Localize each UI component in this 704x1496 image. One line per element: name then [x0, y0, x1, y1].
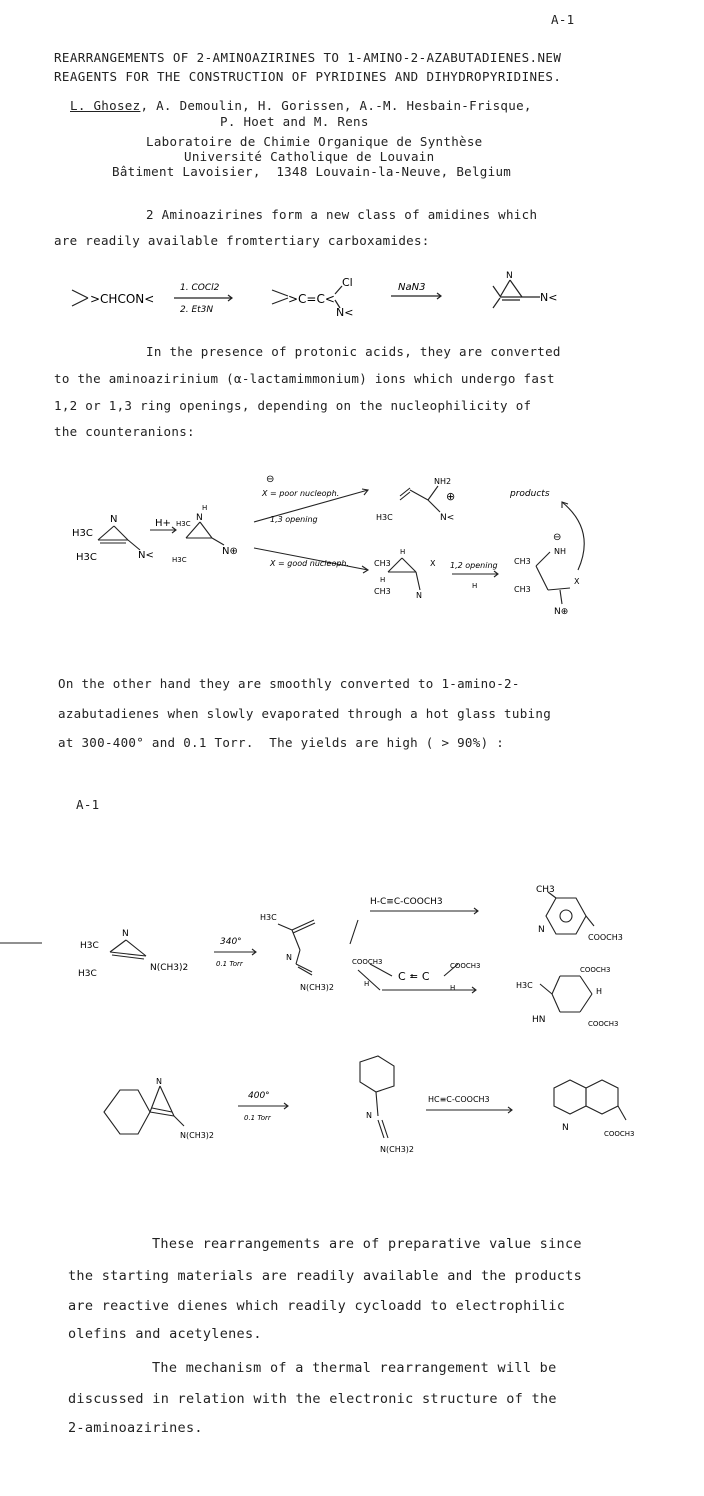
s3-alkyne: H-C≡C-COOCH3: [370, 897, 443, 907]
s2-n-ring2: N: [196, 513, 203, 523]
s2-h3c-d: H3C: [172, 556, 187, 564]
s1-reagent: NaN3: [398, 282, 426, 293]
s3-torr1: 0.1 Torr: [216, 960, 243, 968]
s2-h3c-a: H3C: [72, 528, 93, 539]
s3-temp1: 340°: [220, 937, 242, 947]
s3-cooch3-py: COOCH3: [588, 933, 623, 942]
s3-torr2: 0.1 Torr: [244, 1114, 271, 1122]
authors-line-1: [70, 98, 532, 113]
s3-h3c-dhp: H3C: [516, 981, 533, 990]
s2-ch3-d: CH3: [514, 585, 531, 594]
affiliation-line-2: Université Catholique de Louvain: [184, 149, 435, 164]
para2-line-1: In the presence of protonic acids, they are converted: [146, 344, 561, 359]
s2-ch3-a: CH3: [374, 559, 391, 568]
para5-line-1: The mechanism of a thermal rearrangement will be: [152, 1360, 557, 1376]
s3-h3c-c: H3C: [260, 913, 277, 922]
s3-nme2-b: N(CH3)2: [300, 983, 335, 992]
s3-cooch3-a: COOCH3: [352, 958, 383, 966]
s1-n: N<: [336, 306, 354, 319]
para4-line-4: olefins and acetylenes.: [68, 1326, 262, 1342]
s2-n-plus2: N⊕: [554, 607, 569, 617]
page-id: A-1: [551, 12, 575, 27]
s3-c-eq: C = C: [398, 970, 430, 983]
s3-h-b: H: [450, 984, 456, 992]
s3-h-a: H: [364, 980, 370, 988]
para3-line-2: azabutadienes when slowly evaporated through a hot glass tubing: [58, 706, 552, 721]
s3-h-dhp: H: [596, 987, 603, 996]
s2-plus: ⊕: [446, 490, 456, 503]
s2-h3c-b: H3C: [76, 552, 97, 563]
s3-nme2: N(CH3)2: [150, 963, 189, 973]
s2-h-plus: H+: [155, 518, 171, 529]
s3-nme2-c: N(CH3)2: [180, 1131, 215, 1140]
s2-poor-minus: ⊖: [266, 474, 275, 485]
scheme-3: [0, 880, 704, 1190]
s3-nme2-d: N(CH3)2: [380, 1145, 415, 1154]
s2-poor-label: X = poor nucleoph.: [262, 489, 340, 498]
s3-n-im: N: [286, 953, 292, 962]
s2-h-c: H: [380, 576, 386, 584]
s3-cooch3-b: COOCH3: [450, 962, 481, 970]
s2-ch3-b: CH3: [374, 587, 391, 596]
s3-n-ring: N: [122, 929, 129, 939]
s1-reactant: >CHCON<: [90, 292, 155, 306]
s2-minus: ⊖: [553, 532, 562, 543]
s1-step1: 1. COCl2: [180, 283, 220, 293]
s2-h3c-c: H3C: [176, 520, 191, 528]
s1-step2: 2. Et3N: [180, 305, 214, 315]
title-line-2: REAGENTS FOR THE CONSTRUCTION OF PYRIDINES AND DIHYDROPYRIDINES.: [54, 69, 562, 84]
s3-hn-dhp: HN: [532, 1015, 546, 1025]
s2-opening13: 1,3 opening: [270, 515, 318, 524]
affiliation-line-3: Bâtiment Lavoisier, 1348 Louvain-la-Neuve, Belgium: [112, 164, 512, 179]
coauthors: , A. Demoulin, H. Gorissen, A.-M. Hesbain-Frisque,: [140, 98, 532, 113]
s3-n-im2: N: [366, 1111, 372, 1120]
authors-line-2: P. Hoet and M. Rens: [220, 114, 369, 129]
s3-n-py: N: [538, 925, 545, 935]
s2-good-label: X = good nucleoph.: [270, 559, 350, 568]
s1-cl: Cl: [342, 276, 353, 289]
s2-n-ring: N: [110, 514, 118, 525]
s1-product-amine: N<: [540, 291, 558, 304]
s2-nh: NH: [554, 547, 566, 556]
para1-line-1: 2 Aminoazirines form a new class of amidines which: [146, 207, 538, 222]
affiliation-line-1: Laboratoire de Chimie Organique de Synthèse: [146, 134, 483, 149]
para4-line-3: are reactive dienes which readily cycloadd to electrophilic: [68, 1298, 566, 1314]
para5-line-3: 2-aminoazirines.: [68, 1420, 203, 1436]
s2-nh2: NH2: [434, 477, 452, 486]
scheme-1: [0, 268, 704, 328]
para2-line-4: the counteranions:: [54, 424, 195, 439]
para4-line-2: the starting materials are readily available and the products: [68, 1268, 583, 1284]
s2-h-b: H: [400, 548, 406, 556]
s2-opening12: 1,2 opening: [450, 561, 498, 570]
s2-x-a: X: [430, 559, 436, 568]
s3-cooch3-q: COOCH3: [604, 1130, 635, 1138]
s2-n-f: N: [416, 591, 422, 600]
s1-product-n: N: [506, 271, 513, 281]
s2-n-plus: N⊕: [222, 546, 238, 557]
s2-n-e: N<: [440, 513, 455, 523]
s3-ch3-py: CH3: [536, 885, 555, 895]
s2-products: products: [510, 489, 550, 499]
page-id-2: A-1: [76, 797, 100, 812]
s3-n-q: N: [562, 1123, 569, 1133]
para1-line-2: are readily available fromtertiary carboxamides:: [54, 233, 430, 248]
s3-temp2: 400°: [248, 1091, 270, 1101]
para5-line-2: discussed in relation with the electronic structure of the: [68, 1391, 557, 1407]
s2-n-amine: N<: [138, 550, 154, 561]
para2-line-3: 1,2 or 1,3 ring openings, depending on the nucleophilicity of: [54, 398, 532, 413]
para3-line-3: at 300-400° and 0.1 Torr. The yields are high ( > 90%) :: [58, 735, 505, 750]
s3-cooch3-dhp2: COOCH3: [588, 1020, 619, 1028]
lead-author: L. Ghosez: [70, 98, 141, 113]
s2-h-d: H: [472, 582, 478, 590]
s2-h: H: [202, 504, 208, 512]
s2-ch3-c: CH3: [514, 557, 531, 566]
s3-h3c-b: H3C: [78, 969, 97, 979]
s3-n-ring2: N: [156, 1077, 162, 1086]
s2-h3c-e: H3C: [376, 513, 393, 522]
s1-intermediate: >C=C<: [288, 292, 335, 306]
para2-line-2: to the aminoazirinium (α-lactamimmonium) ions which undergo fast: [54, 371, 555, 386]
s3-alkyne2: HC≡C-COOCH3: [428, 1095, 490, 1104]
para3-line-1: On the other hand they are smoothly converted to 1-amino-2-: [58, 676, 520, 691]
s2-x-b: X: [574, 577, 580, 586]
scheme-2: [0, 470, 704, 640]
title-line-1: REARRANGEMENTS OF 2-AMINOAZIRINES TO 1-AMINO-2-AZABUTADIENES.NEW: [54, 50, 562, 65]
s3-h3c-a: H3C: [80, 941, 99, 951]
para4-line-1: These rearrangements are of preparative value since: [152, 1236, 582, 1252]
s3-cooch3-dhp1: COOCH3: [580, 966, 611, 974]
